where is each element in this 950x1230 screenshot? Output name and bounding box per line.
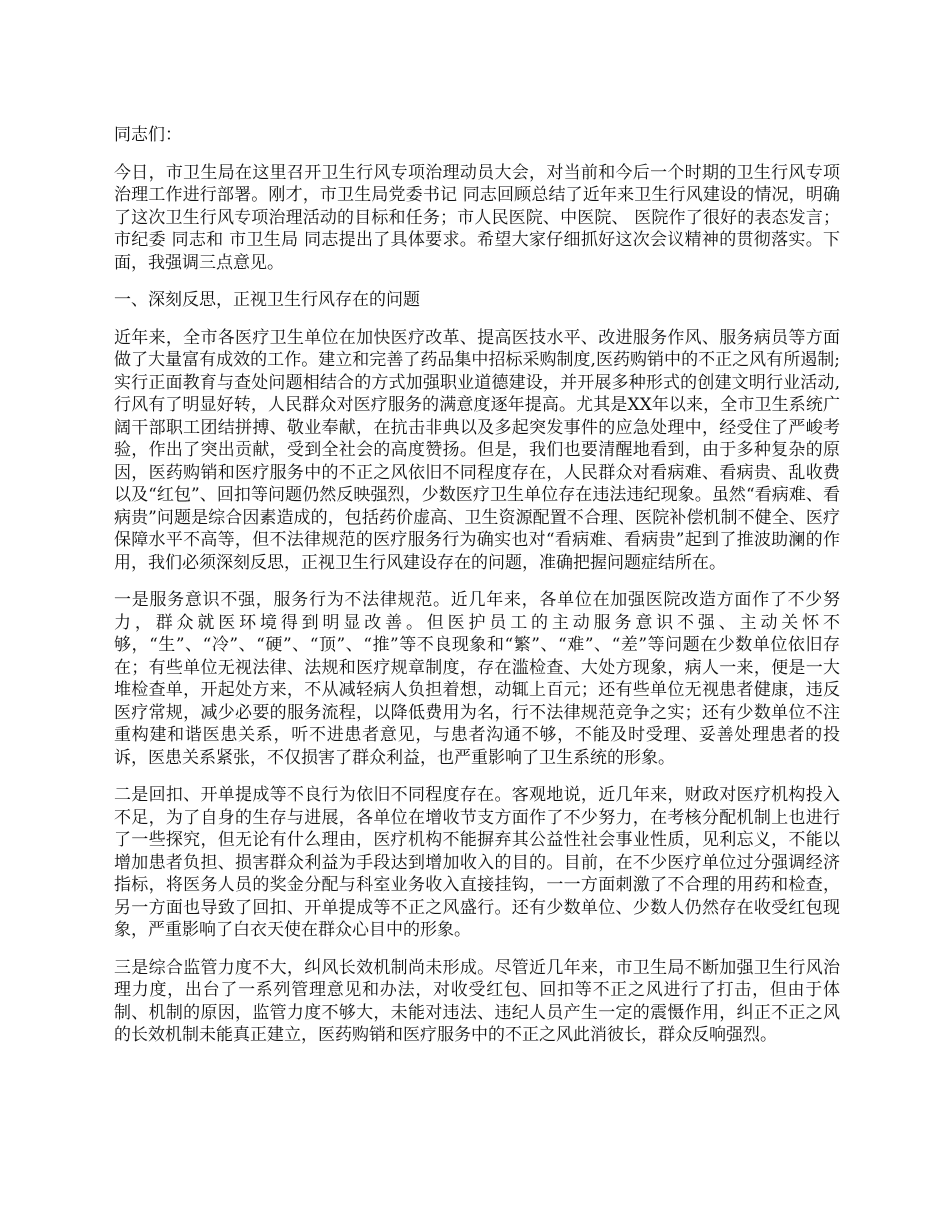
paragraph-point-one: 一是服务意识不强，服务行为不法律规范。近几年来，各单位在加强医院改造方面作了不少努力，群众就医环境得到明显改善。但医护员工的主动服务意识不强、主动关怀不够，“生”、“冷”、“硬”、“顶”、“推”等不良现象和“繁”、“难”、“差”等问题在少数单位依旧存在；有些单位无视法律、法规和医疗规章制度，存在滥检查、大处方现象，病人一来，便是一大堆检查单，开起处方来，不从减轻病人负担着想，动辄上百元；还有些单位无视患者健康，违反医疗常规，减少必要的服务流程，以降低费用为名，行不法律规范竞争之实；还有少数单位不注重构建和谐医患关系，听不进患者意见，与患者沟通不够，不能及时受理、妥善处理患者的投诉，医患关系紧张，不仅损害了群众利益，也严重影响了卫生系统的形象。 [114,590,840,768]
paragraph-point-three: 三是综合监管力度不大，纠风长效机制尚未形成。尽管近几年来，市卫生局不断加强卫生行风治理力度，出台了一系列管理意见和办法，对收受红包、回扣等不正之风进行了打击，但由于体制、机制的原因，监管力度不够大，未能对违法、违纪人员产生一定的震慑作用，纠正不正之风的长效机制未能真正建立，医药购销和医疗服务中的不正之风此消彼长，群众反响强烈。 [114,957,840,1045]
salutation: 同志们： [114,125,182,145]
paragraph-recent-years: 近年来，全市各医疗卫生单位在加快医疗改革、提高医技水平、改进服务作风、服务病员等方面做了大量富有成效的工作。建立和完善了药品集中招标采购制度,医药购销中的不正之风有所遏制;实行正面教育与查处问题相结合的方式加强职业道德建设，并开展多种形式的创建文明行业活动,行风有了明显好转，人民群众对医疗服务的满意度逐年提高。尤其是XX年以来，全市卫生系统广阔干部职工团结拼搏、敬业奉献，在抗击非典以及多起突发事件的应急处理中，经受住了严峻考验，作出了突出贡献，受到全社会的高度赞扬。但是，我们也要清醒地看到，由于多种复杂的原因，医药购销和医疗服务中的不正之风依旧不同程度存在，人民群众对看病难、看病贵、乱收费以及“红包”、回扣等问题仍然反映强烈，少数医疗卫生单位存在违法违纪现象。虽然“看病难、看病贵”问题是综合因素造成的，包括药价虚高、卫生资源配置不合理、医院补偿机制不健全、医疗保障水平不高等，但不法律规范的医疗服务行为确实也对“看病难、看病贵”起到了推波助澜的作用，我们必须深刻反思，正视卫生行风建设存在的问题，准确把握问题症结所在。 [114,327,840,573]
paragraph-opening: 今日，市卫生局在这里召开卫生行风专项治理动员大会，对当前和今后一个时期的卫生行风专项治理工作进行部署。刚才，市卫生局党委书记 同志回顾总结了近年来卫生行风建设的情况，明确了这次卫生行风专项治理活动的目标和任务；市人民医院、中医院、 医院作了很好的表态发言；市纪委 同志和 市卫生局 同志提出了具体要求。希望大家仔细抓好这次会议精神的贯彻落实。下面，我强调三点意见。 [114,162,840,273]
document-body [114,124,840,1062]
paragraph-point-two: 二是回扣、开单提成等不良行为依旧不同程度存在。客观地说，近几年来，财政对医疗机构投入不足，为了自身的生存与进展，各单位在增收节支方面作了不少努力，在考核分配机制上也进行了一些探究，但无论有什么理由，医疗机构不能摒弃其公益性社会事业性质，见利忘义，不能以增加患者负担、损害群众利益为手段达到增加收入的目的。目前，在不少医疗单位过分强调经济指标，将医务人员的奖金分配与科室业务收入直接挂钩，一一方面刺激了不合理的用药和检查，另一方面也导致了回扣、开单提成等不正之风盛行。还有少数单位、少数人仍然存在收受红包现象，严重影响了白衣天使在群众心目中的形象。 [114,785,840,940]
section-heading-1: 一、深刻反思，正视卫生行风存在的问题 [114,290,420,310]
